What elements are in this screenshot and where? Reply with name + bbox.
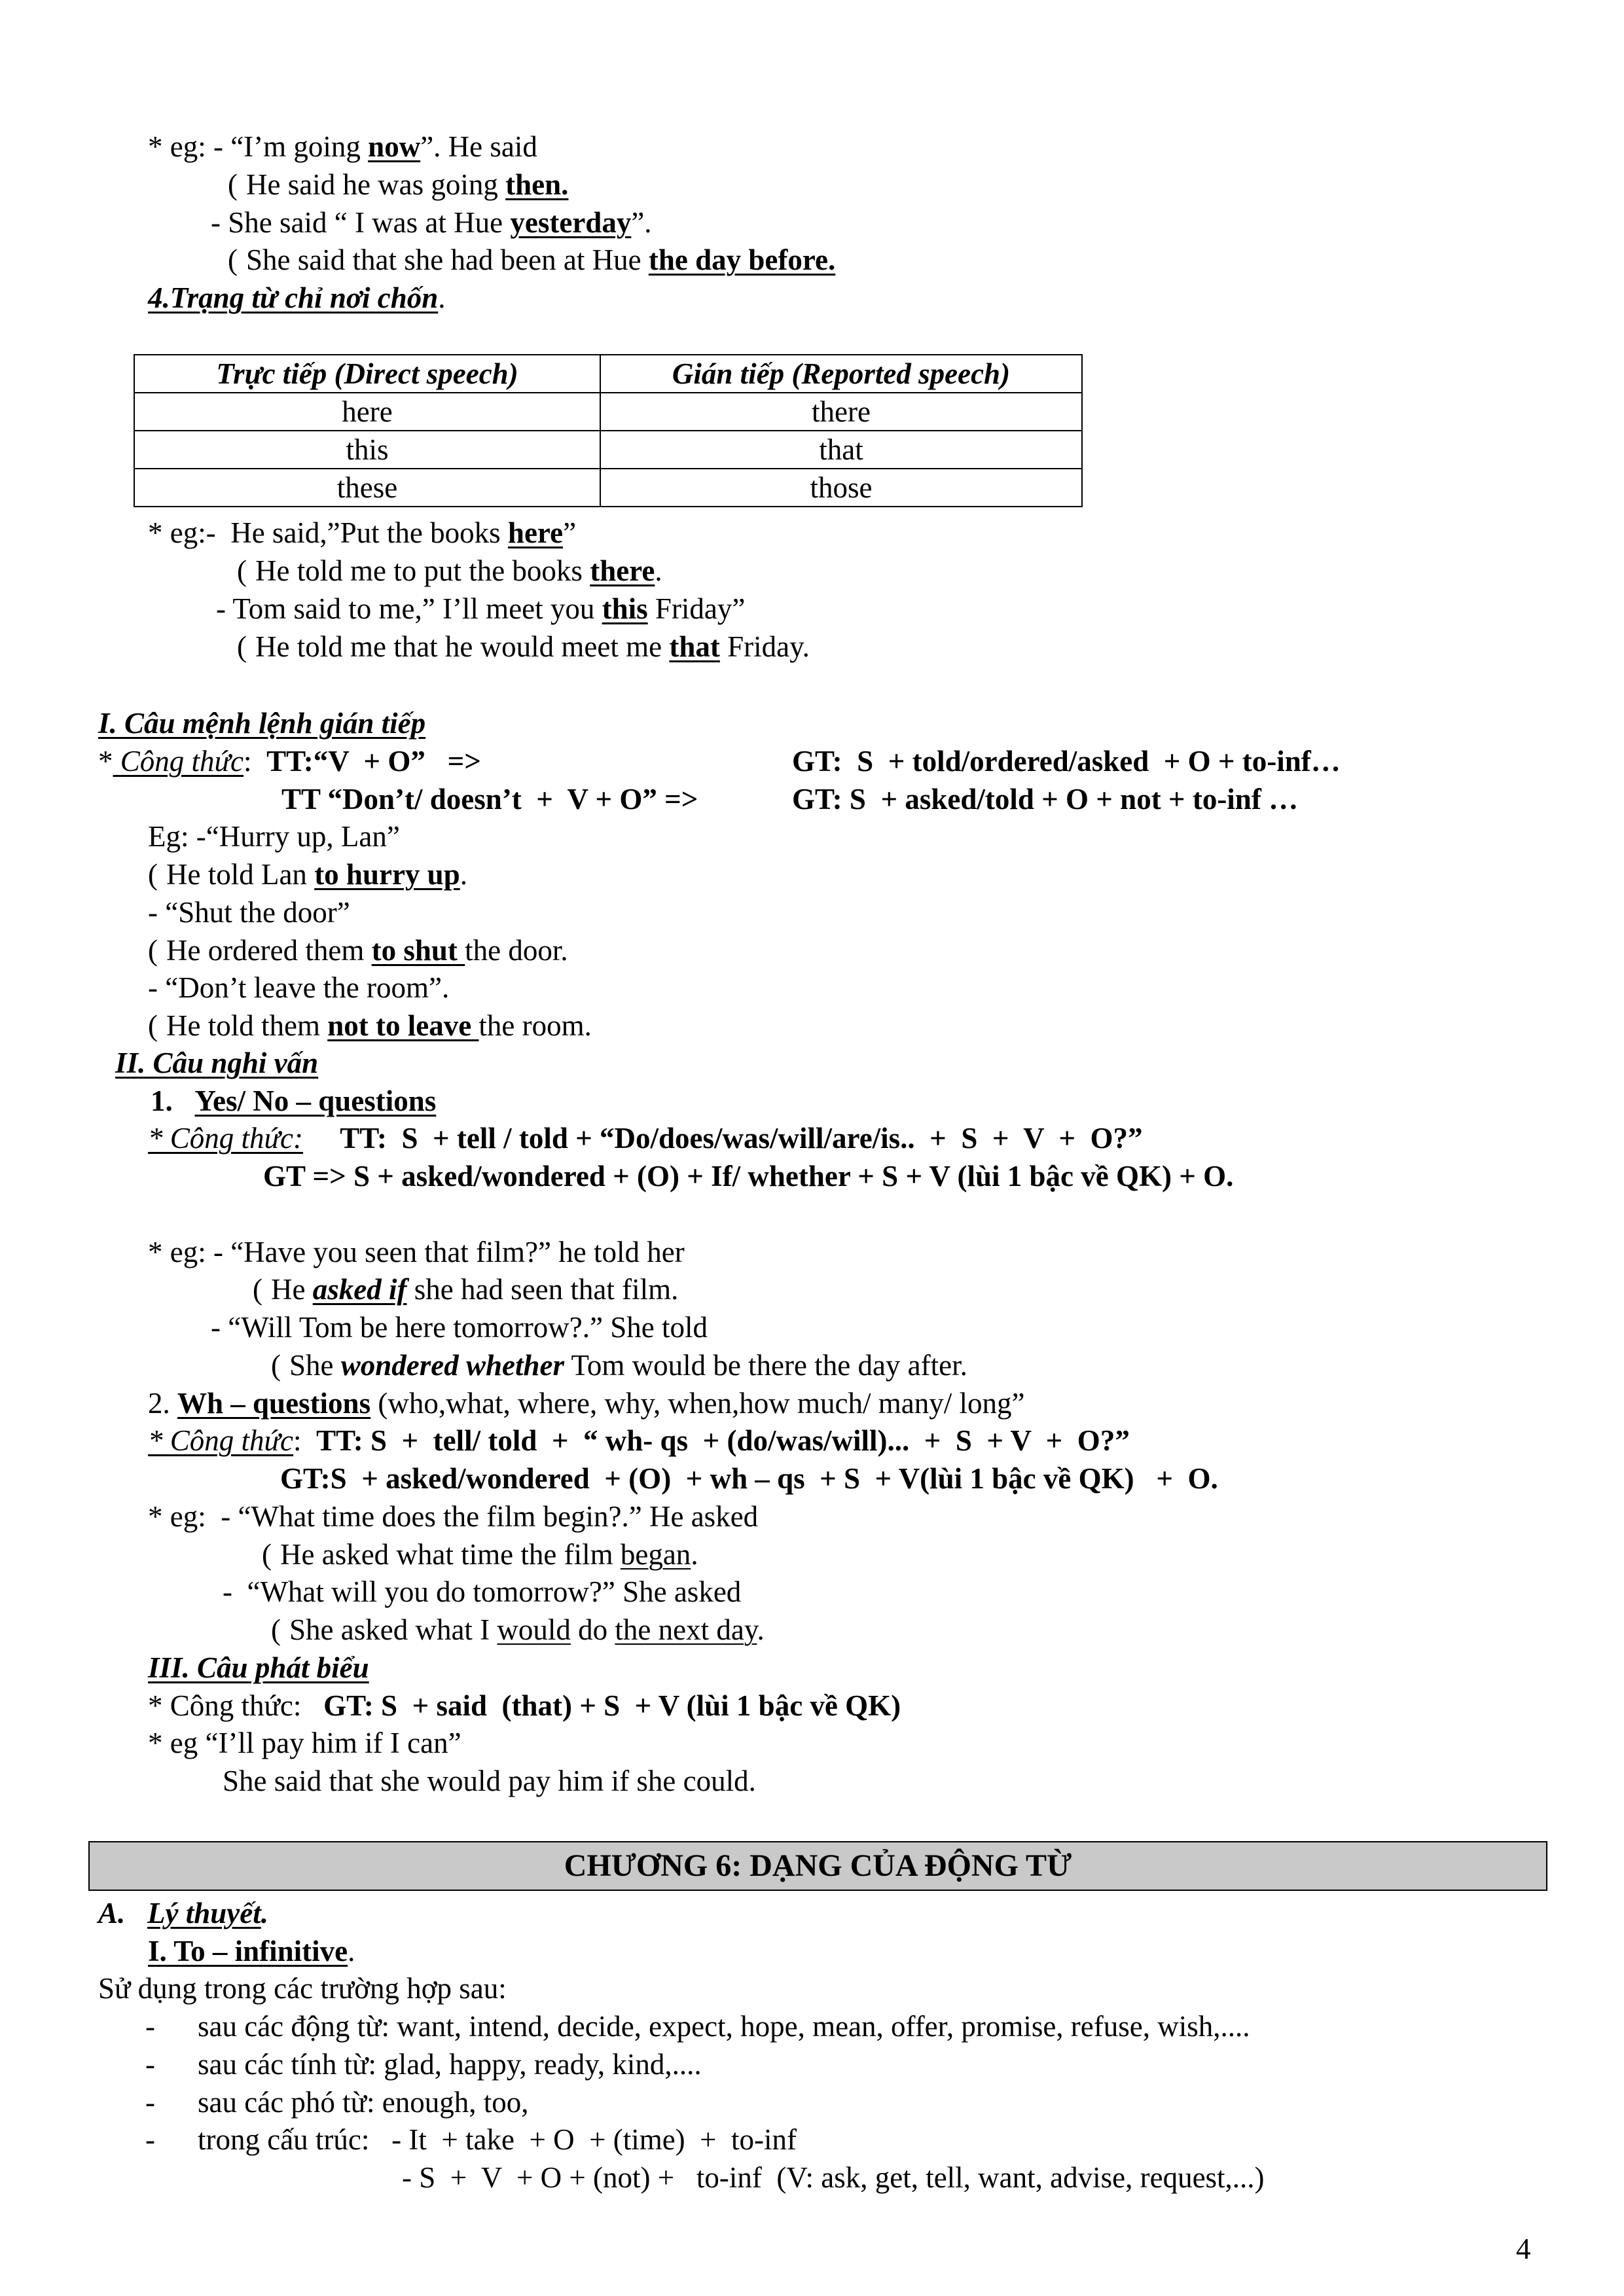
example-line: * eg: - “Have you seen that film?” he told her [148,1236,685,1268]
text: She asked what I [289,1613,497,1646]
answer-line [271,1347,967,1384]
subsection-heading [151,1083,436,1119]
number: 2. [148,1387,177,1420]
formula-label: Công thức [120,745,244,778]
text: . [691,1538,698,1571]
keyword: would [497,1613,571,1646]
answer-line [271,1611,765,1648]
table-cell: this [134,431,600,469]
example-line: - “What will you do tomorrow?” She asked [223,1575,742,1608]
section-heading [148,1649,369,1686]
text: * eg:- He said,”Put the books [148,516,508,549]
keyword: yesterday [510,206,632,239]
text: . [438,281,446,314]
keyword: to shut [371,934,465,967]
subheading-text: Yes/ No – questions [194,1085,437,1117]
text: - Tom said to me,” I’ll meet you [216,592,602,625]
formula-line [148,1687,901,1724]
formula-text: TT: S + tell/ told + “ wh- qs + (do/was/will)... + S + V + O?” [316,1424,1130,1457]
text: He told me that he would meet me [255,630,670,663]
column-header: Gián tiếp (Reported speech) [600,355,1082,393]
heading-text: 4.Trạng từ chỉ nơi chốn [148,281,439,314]
example-line: - “Don’t leave the room”. [148,971,450,1004]
section-heading [98,705,425,742]
heading-text: I. Câu mệnh lệnh gián tiếp [98,707,426,740]
text: He ordered them [166,934,372,967]
formula-line [263,1158,1233,1194]
keyword: to hurry up [314,858,460,891]
subsection-heading [148,1933,355,1969]
keyword: not to leave [327,1009,479,1042]
text: the door. [465,934,568,967]
heading-text: Lý thuyết [147,1897,261,1929]
text: - She said “ I was at Hue [211,206,511,239]
text: She said that she had been at Hue [246,243,649,276]
text: do [570,1613,615,1646]
example-line [148,514,576,551]
arrow-icon: ( [148,858,158,891]
arrow-icon: ( [271,1349,281,1382]
answer-line [237,552,662,589]
text: . [460,858,467,891]
text: ”. He said [420,130,537,163]
text: . [757,1613,765,1646]
arrow-icon: ( [228,168,238,201]
page-number: 4 [1516,2233,1531,2265]
section-heading [148,279,446,316]
example-line [148,128,537,165]
keyword: asked if [312,1273,407,1306]
section-heading [115,1045,318,1081]
table-row [134,431,1082,469]
formula-direct: TT “Don’t/ doesn’t + V + O” => [281,783,698,816]
example-line: * eg: - “What time does the film begin?.” He asked [148,1500,759,1533]
text: Friday” [647,592,746,625]
arrow-icon: ( [148,934,158,967]
number: 1. [151,1085,173,1117]
example-line: - “Shut the door” [148,896,350,929]
answer-line [237,628,810,665]
subsection-heading [148,1385,1024,1422]
answer-line [148,856,467,893]
arrow-icon: ( [262,1538,272,1571]
example-line [216,590,745,627]
arrow-icon: ( [237,630,247,663]
intro-line: Sử dụng trong các trường hợp sau: [98,1972,507,2005]
keyword: this [602,592,648,625]
table-cell: these [134,469,600,507]
table-cell: there [600,393,1082,431]
place-adverb-table [134,354,1083,507]
formula-reported [792,781,1298,817]
arrow-icon: ( [148,1009,158,1042]
heading-text: III. Câu phát biểu [148,1651,369,1684]
subheading-text: I. To – infinitive [148,1935,348,1967]
answer-line [228,242,835,278]
text: He told Lan [166,858,315,891]
keyword: the day before. [648,243,836,276]
text: Friday. [719,630,810,663]
list-item: sau các tính từ: glad, happy, ready, kind,.... [198,2048,702,2081]
formula-label: * Công thức: [148,1689,302,1722]
keyword: the next day [615,1613,757,1646]
text: (who,what, where, why, when,how much/ many/ long” [370,1387,1025,1420]
table-row [134,469,1082,507]
subheading-text: Wh – questions [177,1387,371,1420]
formula-label: * Công thức [148,1424,294,1457]
table-cell: that [600,431,1082,469]
bullet-dash: - [145,2086,155,2119]
text: He said he was going [246,168,506,201]
example-line: Eg: -“Hurry up, Lan” [148,820,400,853]
table-header-row [134,355,1082,393]
example-line: * eg “I’ll pay him if I can” [148,1727,461,1759]
bullet-dash: - [145,2048,155,2081]
example-line: - “Will Tom be here tomorrow?.” She told [211,1311,708,1344]
table-cell: here [134,393,600,431]
text: He [271,1273,313,1306]
formula-text: GT: S + said (that) + S + V (lùi 1 bậc về QK) [323,1689,901,1722]
bullet-dash: - [145,2123,155,2156]
formula-line: * Công thức: TT:“V + O” => [98,745,481,778]
text: . [655,554,662,587]
formula-text: GT:S + asked/wondered + (O) + wh – qs + S + V(lùi 1 bậc về QK) + O. [280,1462,1218,1495]
arrow-icon: ( [228,243,238,276]
list-item: sau các động từ: want, intend, decide, expect, hope, mean, offer, promise, refuse, wish,.... [198,2010,1250,2043]
answer-line [253,1271,678,1308]
list-item: sau các phó từ: enough, too, [198,2086,529,2119]
formula-text: TT: S + tell / told + “Do/does/was/will/are/is.. + S + V + O?” [340,1122,1143,1155]
example-line [211,204,652,241]
formula-line: * Công thức: TT: S + tell/ told + “ wh- qs + (do/was/will)... + S + V + O?” [148,1424,1130,1457]
formula-reported [792,743,1341,780]
list-item-continuation: - S + V + O + (not) + to-inf (V: ask, get, tell, want, advise, request,...) [402,2161,1265,2194]
table-row [134,393,1082,431]
text: ”. [631,206,652,239]
formula-label: * Công thức: [148,1122,304,1155]
number: A. [98,1897,126,1929]
arrow-icon: ( [253,1273,262,1306]
formula-text: GT: S + told/ordered/asked + O + to-inf… [792,745,1341,778]
answer-line: She said that she would pay him if she could. [223,1765,756,1797]
formula-text: GT => S + asked/wondered + (O) + If/ whether + S + V (lùi 1 bậc về QK) + O. [263,1160,1234,1193]
keyword: wondered whether [340,1349,565,1382]
keyword: began [620,1538,691,1571]
table-cell: those [600,469,1082,507]
answer-line [228,166,568,203]
answer-line [262,1536,698,1573]
keyword: now [368,130,421,163]
text: He asked what time the film [280,1538,621,1571]
arrow-icon: ( [237,554,247,587]
keyword: then. [505,168,569,201]
formula-line [280,1460,1218,1497]
text: the room. [478,1009,592,1042]
text: * eg: - “I’m going [148,130,369,163]
text: she had seen that film. [406,1273,679,1306]
keyword: there [590,554,655,587]
text: She [289,1349,341,1382]
keyword: here [507,516,564,549]
section-heading: A. Lý thuyết. [98,1897,268,1929]
heading-text: II. Câu nghi vấn [115,1047,319,1079]
keyword: that [669,630,720,663]
text: . [348,1935,355,1967]
formula-text: GT: S + asked/told + O + not + to-inf … [792,783,1299,816]
list-item: trong cấu trúc: - It + take + O + (time) + to-inf [198,2123,797,2156]
text: He told them [166,1009,328,1042]
formula-line [281,781,698,817]
bullet-dash: - [145,2010,155,2043]
answer-line [148,1007,592,1044]
column-header: Trực tiếp (Direct speech) [134,355,600,393]
formula-line [148,1120,1143,1157]
arrow-icon: ( [271,1613,281,1646]
text: ” [563,516,577,549]
answer-line [148,932,568,969]
chapter-title-banner: CHƯƠNG 6: DẠNG CỦA ĐỘNG TỪ [88,1841,1547,1891]
text: Tom would be there the day after. [564,1349,967,1382]
formula-direct: TT:“V + O” => [266,745,481,778]
text: He told me to put the books [255,554,590,587]
